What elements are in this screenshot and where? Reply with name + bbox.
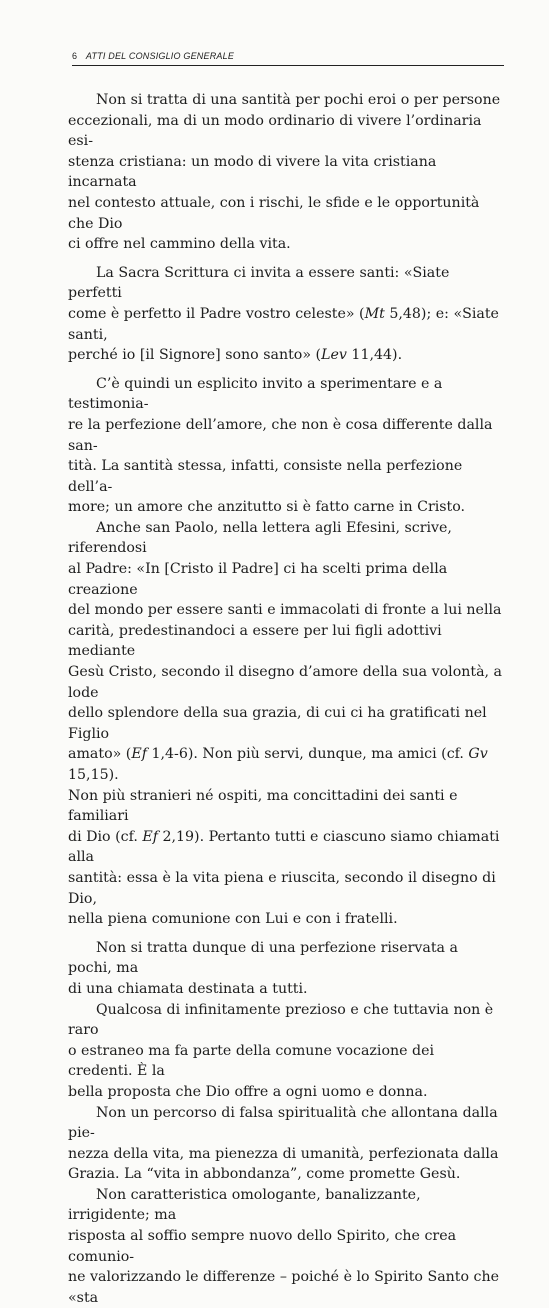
paragraph-text: C’è quindi un esplicito invito a sperimentare e a testimonia- re la perfezione dell’amore, che non è cosa differente dalla san- tità. La santità stessa, infatti, consiste nella perfezione dell’a- more; un amore che anzitutto si è fatto carne in Cristo. (68, 375, 493, 516)
page-number: 6 (72, 51, 78, 61)
paragraph (68, 263, 503, 366)
paragraph (68, 518, 503, 930)
paragraph-text: Non un percorso di falsa spiritualità che allontana dalla pie- nezza della vita, ma pienezza di umanità, perfezionata dalla Grazia. La “vita in abbondanza”, come promette Gesù. (68, 1104, 499, 1183)
paragraph-text: Non si tratta dunque di una perfezione riservata a pochi, ma di una chiamata destinata a tutti. (68, 939, 458, 997)
paragraph (68, 1000, 503, 1103)
paragraph (68, 1185, 503, 1308)
paragraph-text: La Sacra Scrittura ci invita a essere santi: «Siate perfetti come è perfetto il Padre vostro celeste» (Mt 5,48); e: «Siate santi, perché io [il Signore] sono santo» (Lev 11,44). (68, 264, 499, 364)
running-title: ATTI DEL CONSIGLIO GENERALE (85, 51, 235, 61)
paragraph (68, 374, 503, 518)
paragraph (68, 90, 503, 255)
paragraph-text: Non si tratta di una santità per pochi eroi o per persone eccezionali, ma di un modo ordinario di vivere l’ordinaria esi- stenza cristiana: un modo di vivere la vita cristiana incarnata nel contesto attuale, con i rischi, le sfide e le opportunità che Dio ci offre nel cammino della vita. (68, 92, 501, 253)
running-header (72, 51, 502, 61)
header-rule (72, 65, 504, 66)
paragraph-text: Anche san Paolo, nella lettera agli Efesini, scrive, riferendosi al Padre: «In [Cristo il Padre] ci ha scelti prima della creazione del mondo per essere santi e immacolati di fronte a lui nella carità, predestinandoci a essere per lui figli adottivi mediante Gesù Cristo, secondo il disegno d’amore della sua volontà, a lode dello splendore della sua grazia, di cui ci ha gratificati nel Figlio amato» (Ef 1,4-6). Non più servi, dunque, ma amici (cf. Gv 15,15). Non più stranieri né ospiti, ma concittadini dei santi e familiari di Dio (cf. Ef 2,19). Pertanto tutti e ciascuno siamo chiamati alla santità: essa è la vita piena e riuscita, secondo il disegno di Dio, nella piena comunione con Lui e con i fratelli. (68, 519, 503, 928)
paragraph-text: Non caratteristica omologante, banalizzante, irrigidente; ma risposta al soffio sempre nuovo dello Spirito, che crea comunio- ne valorizzando le differenze – poiché è lo Spirito Santo che «sta (68, 1186, 500, 1306)
body-text (68, 90, 503, 1308)
paragraph-text: Qualcosa di infinitamente prezioso e che tuttavia non è raro o estraneo ma fa parte della comune vocazione dei credenti. È la bella proposta che Dio offre a ogni uomo e donna. (68, 1001, 494, 1100)
paragraph (68, 938, 503, 1000)
paragraph (68, 1103, 503, 1185)
